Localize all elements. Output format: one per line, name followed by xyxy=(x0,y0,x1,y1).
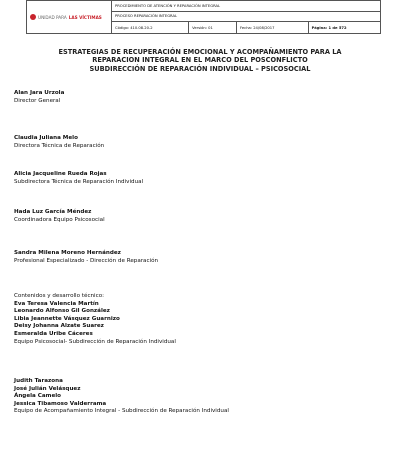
person-role: Profesional Especializado - Dirección de Reparación xyxy=(14,257,159,264)
member-name: Judith Tarazona xyxy=(14,378,63,384)
contributor-name: Libia Jeannette Vásquez Guarnizo xyxy=(14,315,120,322)
logo-cell xyxy=(27,1,112,34)
person-name: Claudia Juliana Melo xyxy=(14,135,78,141)
person-block xyxy=(14,90,384,105)
contributor-name: Leonardo Alfonso Gil González xyxy=(14,308,110,315)
person-block xyxy=(14,209,384,224)
contributor-name: Eva Teresa Valencia Martín xyxy=(14,300,99,307)
contents-intro: Contenidos y desarrollo técnico: xyxy=(14,293,104,299)
person-role: Director General xyxy=(14,97,61,104)
person-name: Sandra Milena Moreno Hernández xyxy=(14,250,121,256)
member-name: José Julián Velásquez xyxy=(14,385,81,392)
title-line: SUBDIRECCIÓN DE REPARACIÓN INDIVIDUAL – PSICOSOCIAL xyxy=(89,64,311,73)
logo-prefix: UNIDAD PARA xyxy=(38,14,67,20)
document-version: Versión: 01 xyxy=(189,22,237,34)
person-name: Alicia Jacqueline Rueda Rojas xyxy=(14,171,107,177)
member-name: Ángela Camelo xyxy=(14,393,62,400)
institution-logo xyxy=(30,14,108,20)
person-name: Hada Luz García Méndez xyxy=(14,209,92,215)
person-block xyxy=(14,250,384,265)
page-number: Página: 1 de 572 xyxy=(308,22,380,34)
logo-brand: LAS VÍCTIMAS xyxy=(68,14,102,20)
team-name: Equipo de Acompañamiento Integral - Subdirección de Reparación Individual xyxy=(14,408,229,415)
person-role: Coordinadora Equipo Psicosocial xyxy=(14,216,105,223)
seal-icon xyxy=(30,14,36,20)
procedure-title: PROCEDIMIENTO DE ATENCIÓN Y REPARACIÓN INTEGRAL xyxy=(112,1,381,12)
accompaniment-block xyxy=(14,378,384,416)
member-name: Jessica Tibamoso Valderrama xyxy=(14,400,107,407)
person-block xyxy=(14,135,384,150)
document-date: Fecha: 24/08/2017 xyxy=(236,22,308,34)
contributor-name: Deisy Johanna Alzate Suarez xyxy=(14,323,104,330)
contributor-name: Esmeralda Uribe Cáceres xyxy=(14,330,93,337)
person-block xyxy=(14,171,384,186)
person-name: Alan Jara Urzola xyxy=(14,90,65,96)
person-role: Subdirectora Técnica de Reparación Individual xyxy=(14,178,144,185)
process-name: PROCESO REPARACIÓN INTEGRAL xyxy=(112,11,381,22)
title-line: ESTRATEGIAS DE RECUPERACIÓN EMOCIONAL Y ACOMPAÑAMIENTO PARA LA xyxy=(58,48,342,56)
document-code: Código: 410.08.20-2 xyxy=(112,22,189,34)
person-role: Directora Técnica de Reparación xyxy=(14,142,105,149)
document-header xyxy=(26,0,381,34)
team-name: Equipo Psicosocial- Subdirección de Reparación Individual xyxy=(14,338,176,345)
document-title xyxy=(20,48,380,73)
title-line: REPARACION INTEGRAL EN EL MARCO DEL POSCONFLICTO xyxy=(92,56,308,65)
contents-block xyxy=(14,293,384,346)
